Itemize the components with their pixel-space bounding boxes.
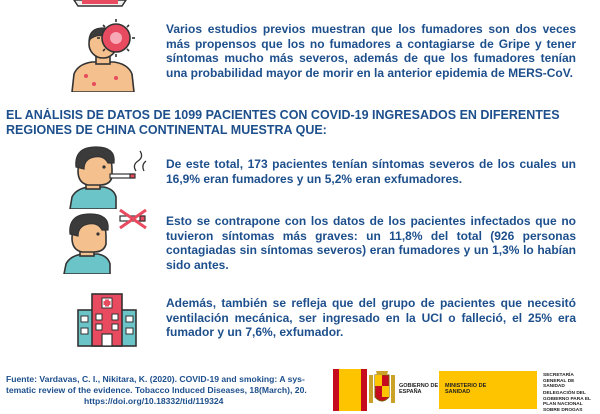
source-line-3[interactable]: https://doi.org/10.18332/tid/119324 [84, 396, 224, 406]
ministerio-label: MINISTERIO DE SANIDAD [445, 383, 487, 395]
intro-paragraph: Varios estudios previos muestran que los fumadores son dos veces más propensos que los no fumadores a contagiarse de Gripe y tener síntomas mucho más severos, además de que los fumadores tenían una probabilidad mayor de morir en la anterior epidemia de MERS-CoV. [166, 22, 576, 80]
source-line-1: Fuente: Vardavas, C. I., Nikitara, K. (2020). COVID-19 and smoking: A sys- [6, 374, 305, 384]
ministerio-box [439, 371, 537, 409]
smoker-icon [64, 143, 150, 209]
coat-of-arms-icon [367, 371, 397, 409]
secretaria-box [539, 371, 595, 409]
section-heading [6, 108, 600, 138]
flag-stripe-yellow [339, 369, 361, 411]
heading-line-2: REGIONES DE CHINA CONTINENTAL MUESTRA QUE: [6, 123, 327, 137]
finding-2-text: Esto se contrapone con los datos de los pacientes infectados que no tuvieron síntomas más graves: un 11,8% del total (926 personas contagiadas sin síntomas severos) eran fumadores y un 1,3% lo habían sido antes. [166, 214, 576, 272]
source-citation [6, 374, 328, 407]
source-line-2: tematic review of the evidence. Tobacco Induced Diseases, 18(March), 20. [6, 385, 307, 395]
gobierno-label: GOBIERNO DE ESPAÑA [399, 383, 439, 395]
government-logos [333, 369, 595, 411]
no-smoking-person-icon [58, 208, 150, 274]
delegacion-label: DELEGACIÓN DEL GOBIERNO PARA EL PLAN NACIONAL SOBRE DROGAS [543, 391, 591, 411]
hospital-icon [76, 290, 138, 348]
sick-person-virus-icon [66, 18, 140, 92]
heading-line-1: EL ANÁLISIS DE DATOS DE 1099 PACIENTES CON COVID-19 INGRESADOS EN DIFERENTES [6, 108, 560, 122]
top-partial-icon [70, 0, 130, 10]
finding-1-text: De este total, 173 pacientes tenían síntomas severos de los cuales un 16,9% eran fumadores y un 5,2% eran exfumadores. [166, 157, 576, 186]
secretaria-label: SECRETARÍA GENERAL DE SANIDAD [543, 373, 575, 389]
finding-3-text: Además, también se refleja que del grupo de pacientes que necesitó ventilación mecánica, ser ingresado en la UCI o falleció, el 25% era fumador y un 7,6%, exfumador. [166, 296, 576, 339]
